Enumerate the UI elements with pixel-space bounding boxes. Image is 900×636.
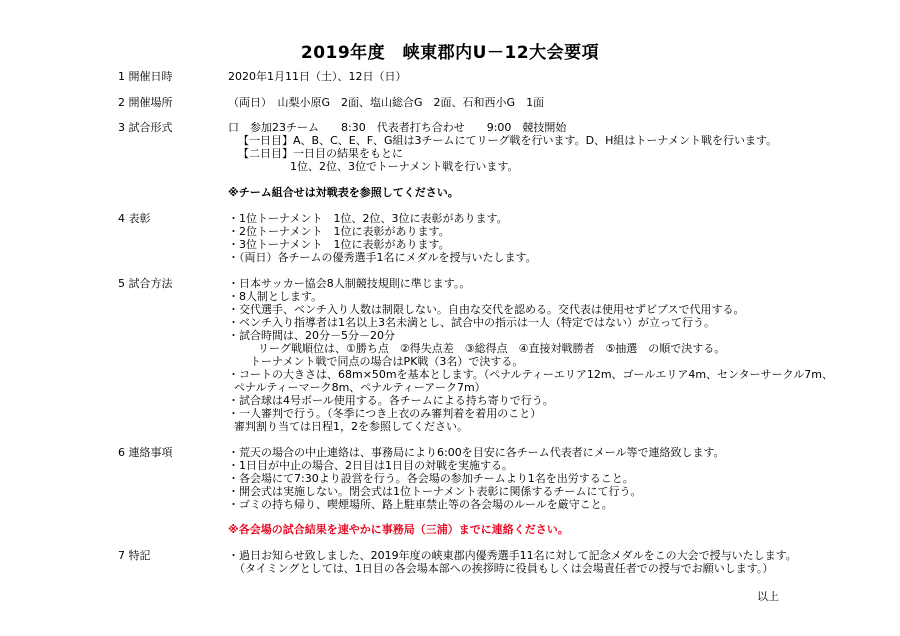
closing-text: 以上 [757,590,779,603]
section-6-line: ・各会場にて7:30より設営を行う。各会場の参加チームより1名を出労すること。 [228,472,634,485]
section-6-line: ・ゴミの持ち帰り、喫煙場所、路上駐車禁止等の各会場のルールを厳守こと。 [228,498,613,511]
section-6-line: ・1日目が中止の場合、2日目は1日目の対戦を実施する。 [228,459,513,472]
section-5-line: トーナメント戦で同点の場合はPK戦（3名）で決する。 [250,355,524,368]
section-5-line: ・日本サッカー協会8人制競技規則に準じます。。 [228,277,471,290]
section-3-note: ※チーム組合せは対戦表を参照してください。 [228,186,459,199]
section-5-line: 審判割り当ては日程1，2を参照してください。 [234,420,468,433]
section-3-line: 【二日目】一日目の結果をもとに [238,147,403,160]
section-5-line: ペナルティーマーク8m、ペナルティーアーク7m） [234,381,486,394]
section-4-line: ・3位トーナメント 1位に表彰があります。 [228,238,450,251]
section-6-line: ・荒天の場合の中止連絡は、事務局により6:00を目安に各チーム代表者にメール等で連絡致します。 [228,446,725,459]
section-3-label: 3 試合形式 [118,121,173,134]
section-7-line: ・過日お知らせ致しました、2019年度の峡東郡内優秀選手11名に対して記念メダルをこの大会で授与いたします。 [228,549,797,562]
section-5-line: リーグ戦順位は、①勝ち点 ②得失点差 ③総得点 ④直接対戦勝者 ⑤抽選 の順で決する。 [258,342,726,355]
section-1-label: 1 開催日時 [118,70,173,83]
section-6-line: ・開会式は実施しない。閉会式は1位トーナメント表彰に関係するチームにて行う。 [228,485,642,498]
section-5-line: ・コートの大きさは、68m×50mを基本とします。（ペナルティーエリア12m、ゴールエリア4m、センターサークル7m、 [228,368,833,381]
section-5-line: ・ベンチ入り指導者は1名以上3名未満とし、試合中の指示は一人（特定ではない）が立って行う。 [228,316,715,329]
section-4-line: ・2位トーナメント 1位に表彰があります。 [228,225,450,238]
section-2-line: （両日） 山梨小原G 2面、塩山総合G 2面、石和西小G 1面 [228,96,545,109]
section-1-line: 2020年1月11日（土）、12日（日） [228,70,407,83]
document-title: 2019年度 峡東郡内U－12大会要項 [300,43,600,63]
section-7-line: （タイミングとしては、1日目の各会場本部への挨拶時に役員もしくは会場責任者での授与でお願いします。） [234,562,774,575]
section-5-label: 5 試合方法 [118,277,173,290]
section-7-label: 7 特記 [118,549,151,562]
section-6-red-note: ※各会場の試合結果を速やかに事務局（三浦）までに連絡ください。 [228,523,569,536]
section-4-label: 4 表彰 [118,212,151,225]
section-5-line: ・8人制とします。 [228,290,323,303]
section-3-line: 【一日目】A、B、C、E、F、G組は3チームにてリーグ戦を行います。D、H組はトーナメント戦を行います。 [238,134,778,147]
section-5-line: ・試合球は4号ボール使用する。各チームによる持ち寄りで行う。 [228,394,554,407]
section-4-line: ・1位トーナメント 1位、2位、3位に表彰があります。 [228,212,508,225]
section-5-line: ・試合時間は、20分－5分－20分 [228,329,395,342]
section-4-line: ・（両日）各チームの優秀選手1名にメダルを授与いたします。 [228,251,537,264]
section-6-label: 6 連絡事項 [118,446,173,459]
section-5-line: ・一人審判で行う。（冬季につき上衣のみ審判着を着用のこと） [228,407,542,420]
section-5-line: ・交代選手、ベンチ入り人数は制限しない。自由な交代を認める。交代表は使用せずビブスで代用する。 [228,303,745,316]
section-2-label: 2 開催場所 [118,96,173,109]
section-3-line: 口 参加23チーム 8:30 代表者打ち合わせ 9:00 競技開始 [228,121,567,134]
section-3-line: 1位、2位、3位でトーナメント戦を行います。 [290,160,519,173]
